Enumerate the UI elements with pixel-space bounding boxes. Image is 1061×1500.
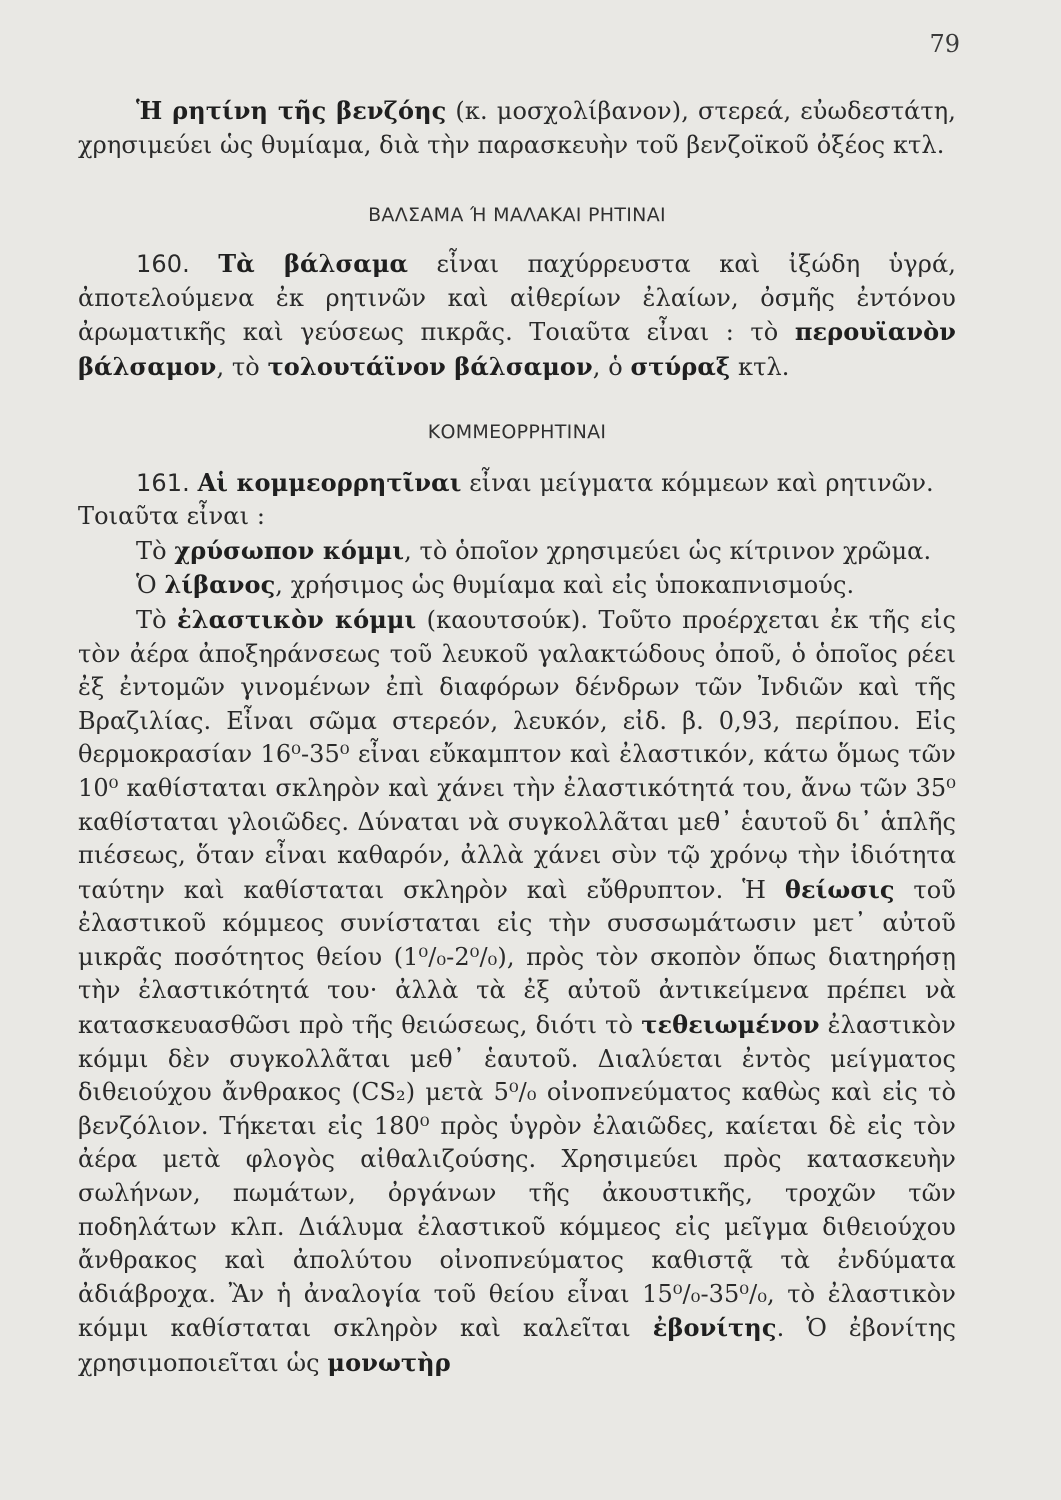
term-styrax: στύραξ	[630, 351, 731, 381]
term-rubber: ἐλαστικὸν κόμμι	[177, 604, 417, 634]
item-rubber-text-1: (καουτσούκ). Τοῦτο προέρχεται ἐκ τῆς εἰς τὸν ἀέρα ἀποξηράνσεως τοῦ λευκοῦ γαλακτώδους ὀποῦ, ὁ ὁποῖος ρέει ἐξ ἐντομῶν γινομένων ἐπὶ διαφόρων δένδρων τῶν Ἰνδιῶν καὶ τῆς Βραζιλίας. Εἶναι σῶμα στερεόν, λευκόν, εἰδ. β. 0,93, περίπου. Εἰς θερμοκρασίαν 16⁰-35⁰ εἶναι εὔκαμπτον καὶ ἐλαστικόν, κάτω ὅμως τῶν 10⁰ καθίσταται σκληρὸν καὶ χάνει τὴν ἐλαστικότητά του, ἄνω τῶν 35⁰ καθίσταται γλοιῶδες. Δύναται νὰ συγκολλᾶται μεθ᾽ ἑαυτοῦ δι᾽ ἁπλῆς πιέσεως, ὅταν εἶναι καθαρόν, ἀλλὰ χάνει σὺν τῷ χρόνῳ τὴν ἰδιότητα ταύτην καὶ καθίσταται σκληρὸν καὶ εὔθρυπτον. Ἡ	[78, 605, 957, 904]
item-gamboge-text: , τὸ ὁποῖον χρησιμεύει ὡς κίτρινον χρῶμα.	[404, 536, 932, 565]
item-frankincense-text: , χρήσιμος ὡς θυμίαμα καὶ εἰς ὑποκαπνισμούς.	[275, 571, 855, 600]
term-vulcanization: θείωσις	[784, 874, 895, 904]
term-vulcanized: τεθειωμένον	[641, 1010, 820, 1040]
paragraph-160-text-3: , ὁ	[592, 352, 631, 381]
section-heading-gum-resins: ΚΟΜΜΕΟΡΡΗΤΙΝΑΙ	[427, 420, 607, 443]
item-rubber-text-4: . Ὁ ἐβονίτης χρησιμοποιεῖται ὡς	[78, 1314, 956, 1377]
term-benzoin-resin: Ἡ ρητίνη τῆς βενζόης	[136, 96, 447, 125]
term-gum-resins: Αἱ κομμεορρητῖναι	[197, 467, 462, 497]
term-frankincense: λίβανος	[164, 570, 276, 600]
paragraph-161-text: εἶναι μείγματα κόμμεων καὶ ρητινῶν.	[461, 468, 934, 497]
item-rubber	[78, 603, 956, 1381]
paragraph-160	[78, 247, 956, 384]
section-heading-balsams: ΒΑΛΣΑΜΑ Ή ΜΑΛΑΚΑΙ ΡΗΤΙΝΑΙ	[368, 204, 666, 227]
paragraph-number-161: 161.	[136, 468, 190, 497]
item-frankincense-pre: Ὁ	[136, 571, 165, 600]
page-content	[78, 94, 956, 1381]
item-frankincense	[78, 568, 956, 603]
paragraph-such-are: Τοιαῦτα εἶναι :	[78, 502, 266, 531]
term-gamboge: χρύσωπον κόμμι	[174, 535, 405, 565]
item-rubber-text-3: ἐλαστικὸν κόμμι δὲν συγκολλᾶται μεθ᾽ ἑαυτοῦ. Διαλύεται ἐντὸς μείγματος διθειούχου ἄνθρακος (CS₂) μετὰ 5⁰/₀ οἰνοπνεύματος καθὼς καὶ εἰς τὸ βενζόλιον. Τήκεται εἰς 180⁰ πρὸς ὑγρὸν ἐλαιῶδες, καίεται δὲ εἰς τὸν ἀέρα μετὰ φλογὸς αἰθαλιζούσης. Χρησιμεύει πρὸς κατασκευὴν σωλήνων, πωμάτων, ὀργάνων τῆς ἀκουστικῆς, τροχῶν τῶν ποδηλάτων κλπ. Διάλυμα ἐλαστικοῦ κόμμεος εἰς μεῖγμα διθειούχου ἄνθρακος καὶ ἀπολύτου οἰνοπνεύματος καθιστᾷ τὰ ἐνδύματα ἀδιάβροχα. Ἂν ἡ ἀναλογία τοῦ θείου εἶναι 15⁰/₀-35⁰/₀, τὸ ἐλαστικὸν κόμμι καθίσταται σκληρὸν καὶ καλεῖται	[78, 1011, 956, 1343]
term-insulator: μονωτὴρ	[327, 1348, 451, 1377]
paragraph-161	[78, 466, 956, 501]
paragraph-number-160: 160.	[136, 250, 190, 279]
item-rubber-text-2: τοῦ ἐλαστικοῦ κόμμεος συνίσταται εἰς τὴν συσσωμάτωσιν μετ᾽ αὐτοῦ μικρᾶς ποσότητος θείου (1⁰/₀-2⁰/₀), πρὸς τὸν σκοπὸν ὅπως διατηρήσῃ τὴν ἐλαστικότητά του· ἀλλὰ τὰ ἐξ αὐτοῦ ἀντικείμενα πρέπει νὰ κατασκευασθῶσι πρὸ τῆς θειώσεως, διότι τὸ	[78, 875, 956, 1040]
item-gamboge	[78, 534, 956, 569]
paragraph-160-text-1: εἶναι παχύρρευστα καὶ ἰξώδη ὑγρά, ἀποτελούμενα ἐκ ρητινῶν καὶ αἰθερίων ἐλαίων, ὀσμῆς ἐντόνου ἀρωματικῆς καὶ γεύσεως πικρᾶς. Τοιαῦτα εἶναι : τὸ	[78, 250, 956, 347]
paragraph-160-text-4: κτλ.	[730, 352, 790, 381]
intro-paragraph	[78, 94, 956, 162]
intro-text: (κ. μοσχολίβανον), στερεά, εὐωδεστάτη, χρησιμεύει ὡς θυμίαμα, διὰ τὴν παρασκευὴν τοῦ βενζοϊκοῦ ὀξέος κτλ.	[78, 97, 957, 159]
paragraph-160-text-2: , τὸ	[216, 352, 268, 381]
term-balsams: Τὰ βάλσαμα	[218, 249, 409, 279]
item-gamboge-pre: Τὸ	[136, 536, 175, 565]
term-tolu-balsam: τολουτάϊνον βάλσαμον	[267, 351, 593, 381]
term-peru-balsam: περουϊανὸν βάλσαμον	[78, 317, 956, 381]
term-ebonite: ἐβονίτης	[652, 1313, 777, 1343]
item-rubber-pre: Τὸ	[136, 605, 178, 634]
page-number: 79	[929, 30, 960, 58]
